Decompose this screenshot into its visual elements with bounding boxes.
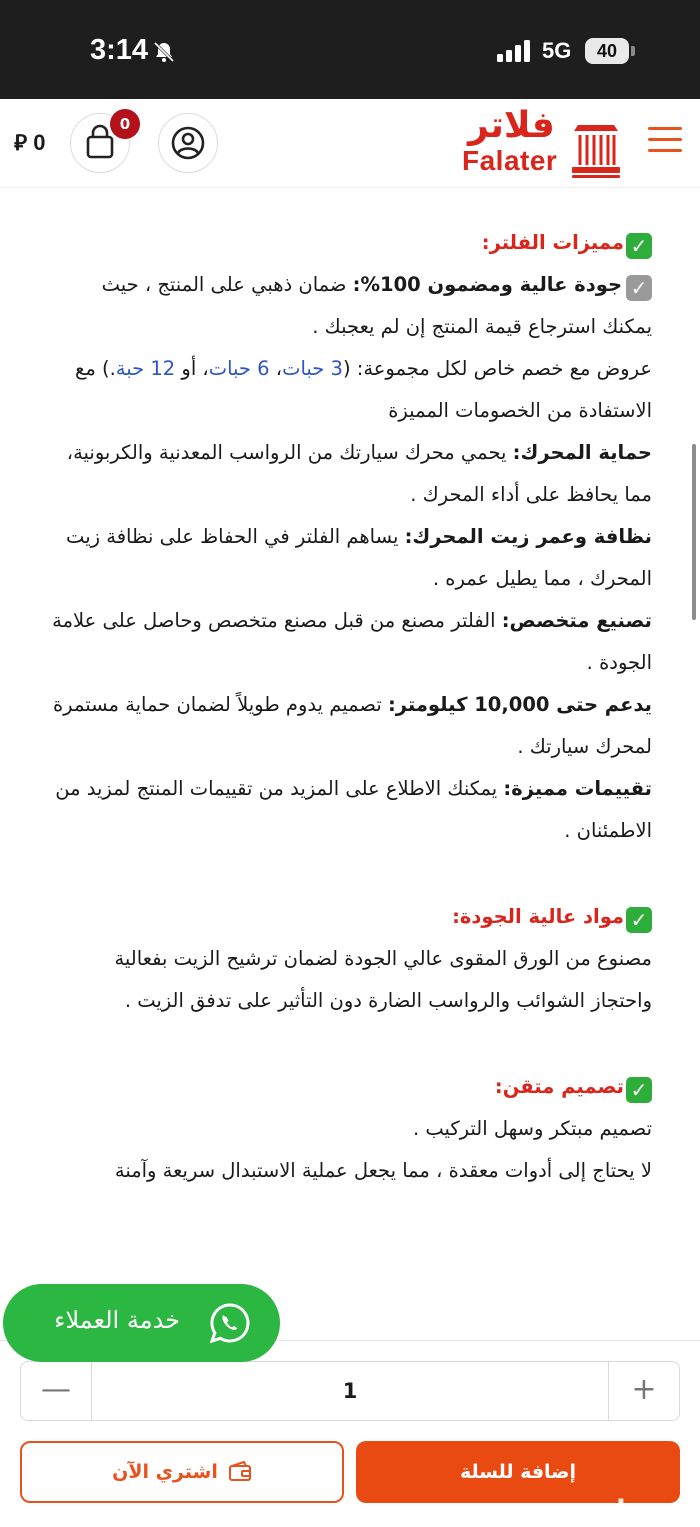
check-icon: ✓ <box>626 233 652 259</box>
design-line-1: تصميم مبتكر وسهل التركيب . <box>412 1117 652 1140</box>
cart-total: 0 ⃁ <box>14 130 46 155</box>
quantity-increase-button[interactable]: + <box>608 1362 679 1420</box>
offer-link-3[interactable]: 3 حبات <box>282 357 343 380</box>
signal-icon <box>497 40 533 62</box>
check-icon: ✓ <box>626 907 652 933</box>
feature-oil: نظافة وعمر زيت المحرك: يساهم الفلتر في الحفاظ على نظافة زيت المحرك ، مما يطيل عمره . <box>66 525 652 590</box>
offer-link-6[interactable]: 6 حبات <box>208 357 270 380</box>
quantity-value[interactable]: 1 <box>342 1379 358 1403</box>
features-heading: ✓مميزات الفلتر: <box>48 222 652 264</box>
haraj-watermark: حراج <box>596 1494 664 1527</box>
offer-link-12[interactable]: 12 حبة <box>115 357 176 380</box>
filter-logo-icon <box>572 121 620 179</box>
site-header <box>0 99 700 188</box>
logo-english-text: Falater <box>462 145 558 176</box>
status-bar <box>0 0 700 99</box>
battery-tip <box>631 46 635 56</box>
whatsapp-label: خدمة العملاء <box>54 1306 180 1334</box>
feature-engine: حماية المحرك: يحمي محرك سيارتك من الرواسب المعدنية والكربونية، مما يحافظ على أداء المحرك . <box>66 441 652 506</box>
wallet-icon <box>228 1461 252 1483</box>
quantity-decrease-button[interactable]: — <box>21 1362 92 1420</box>
buy-now-label: اشتري الآن <box>112 1461 218 1483</box>
quantity-stepper <box>20 1361 680 1421</box>
checkbox-icon: ✓ <box>626 275 652 301</box>
add-to-cart-label: إضافة للسلة <box>459 1461 577 1483</box>
account-button[interactable] <box>158 113 218 173</box>
feature-quality: ✓جودة عالية ومضمون 100%: ضمان ذهبي على المنتج ، حيث يمكنك استرجاع قيمة المنتج إن لم يعجبك . <box>101 273 652 338</box>
scrollbar[interactable] <box>692 444 696 620</box>
battery-icon: 40 <box>585 38 629 64</box>
site-logo[interactable] <box>460 105 622 179</box>
hamburger-menu-icon[interactable] <box>648 127 682 155</box>
feature-km: يدعم حتى 10,000 كيلومتر: تصميم يدوم طويلاً لضمان حماية مستمرة لمحرك سيارتك . <box>52 693 652 758</box>
buy-now-button[interactable] <box>20 1441 344 1503</box>
logo-arabic-text: فلاتر <box>468 105 555 146</box>
status-time: 3:14 <box>90 34 149 66</box>
design-line-2: لا يحتاج إلى أدوات معقدة ، مما يجعل عملية الاستبدال سريعة وآمنة <box>114 1159 652 1182</box>
whatsapp-support-button[interactable] <box>3 1284 280 1362</box>
feature-made: تصنيع متخصص: الفلتر مصنع من قبل مصنع متخصص وحاصل على علامة الجودة . <box>52 609 652 674</box>
whatsapp-icon <box>208 1301 252 1345</box>
bell-muted-icon <box>152 40 176 64</box>
design-heading: ✓تصميم متقن: <box>48 1066 652 1108</box>
user-icon <box>158 113 218 173</box>
network-type: 5G <box>542 38 572 63</box>
feature-offers: عروض مع خصم خاص لكل مجموعة: (3 حبات، 6 حبات، أو 12 حبة.) مع الاستفادة من الخصومات المميزة <box>74 357 652 422</box>
materials-text: مصنوع من الورق المقوى عالي الجودة لضمان ترشيح الزيت بفعالية واحتجاز الشوائب والرواسب الضارة دون التأثير على تدفق الزيت . <box>114 947 652 1012</box>
materials-heading: ✓مواد عالية الجودة: <box>48 896 652 938</box>
feature-reviews: تقييمات مميزة: يمكنك الاطلاع على المزيد من تقييمات المنتج لمزيد من الاطمئنان . <box>55 777 652 842</box>
check-icon: ✓ <box>626 1077 652 1103</box>
purchase-bar <box>0 1340 700 1523</box>
cart-count-badge: 0 <box>110 109 140 139</box>
product-description <box>48 222 652 1192</box>
